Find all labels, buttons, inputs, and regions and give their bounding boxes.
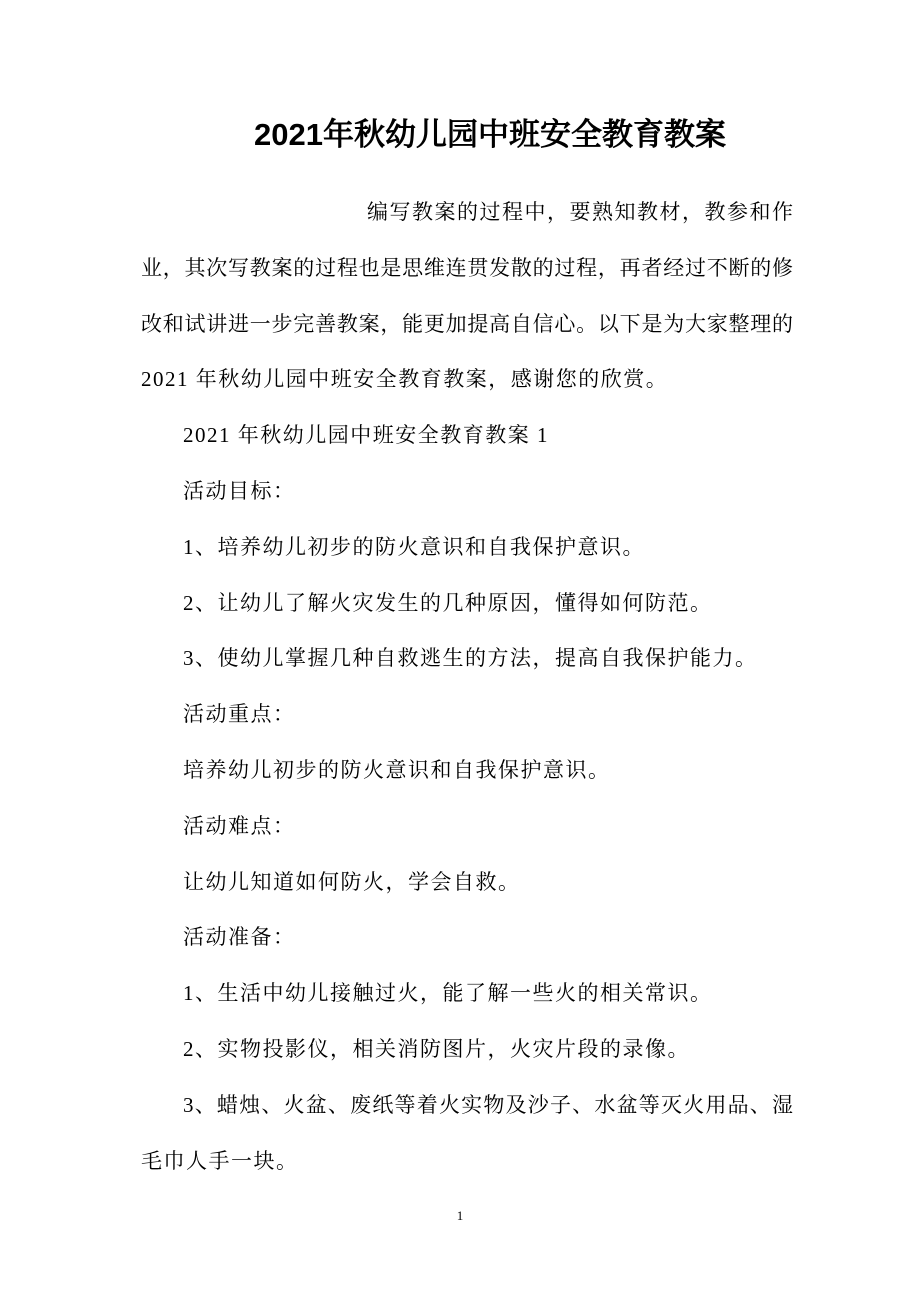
paragraph: 2、让幼儿了解火灾发生的几种原因，懂得如何防范。 (183, 590, 713, 615)
paragraph: 活动准备： (183, 925, 296, 950)
paragraph: 2、实物投影仪，相关消防图片，火灾片段的录像。 (183, 1036, 690, 1061)
section-heading: 2021 年秋幼儿园中班安全教育教案 1 (183, 423, 549, 448)
paragraph: 3、蜡烛、火盆、废纸等着火实物及沙子、水盆等灭火用品、湿 (183, 1092, 793, 1117)
paragraph: 培养幼儿初步的防火意识和自我保护意识。 (183, 757, 611, 782)
paragraph: 1、培养幼儿初步的防火意识和自我保护意识。 (183, 534, 645, 559)
document-title: 2021年秋幼儿园中班安全教育教案 (254, 117, 726, 152)
paragraph: 让幼儿知道如何防火，学会自救。 (183, 869, 521, 894)
paragraph: 活动重点： (183, 702, 296, 727)
intro-line: 编写教案的过程中，要熟知教材，教参和作 (367, 200, 793, 224)
intro-line: 改和试讲进一步完善教案，能更加提高自信心。以下是为大家整理的 (141, 311, 793, 336)
intro-line: 2021 年秋幼儿园中班安全教育教案，感谢您的欣赏。 (141, 367, 669, 392)
intro-line: 业，其次写教案的过程也是思维连贯发散的过程，再者经过不断的修 (141, 255, 793, 280)
document-body (141, 190, 793, 1194)
paragraph: 3、使幼儿掌握几种自救逃生的方法，提高自我保护能力。 (183, 646, 758, 671)
paragraph: 毛巾人手一块。 (141, 1148, 299, 1173)
paragraph: 活动目标： (183, 478, 296, 503)
paragraph: 1、生活中幼儿接触过火，能了解一些火的相关常识。 (183, 981, 713, 1006)
page-number: 1 (456, 1208, 464, 1223)
paragraph: 活动难点： (183, 813, 296, 838)
